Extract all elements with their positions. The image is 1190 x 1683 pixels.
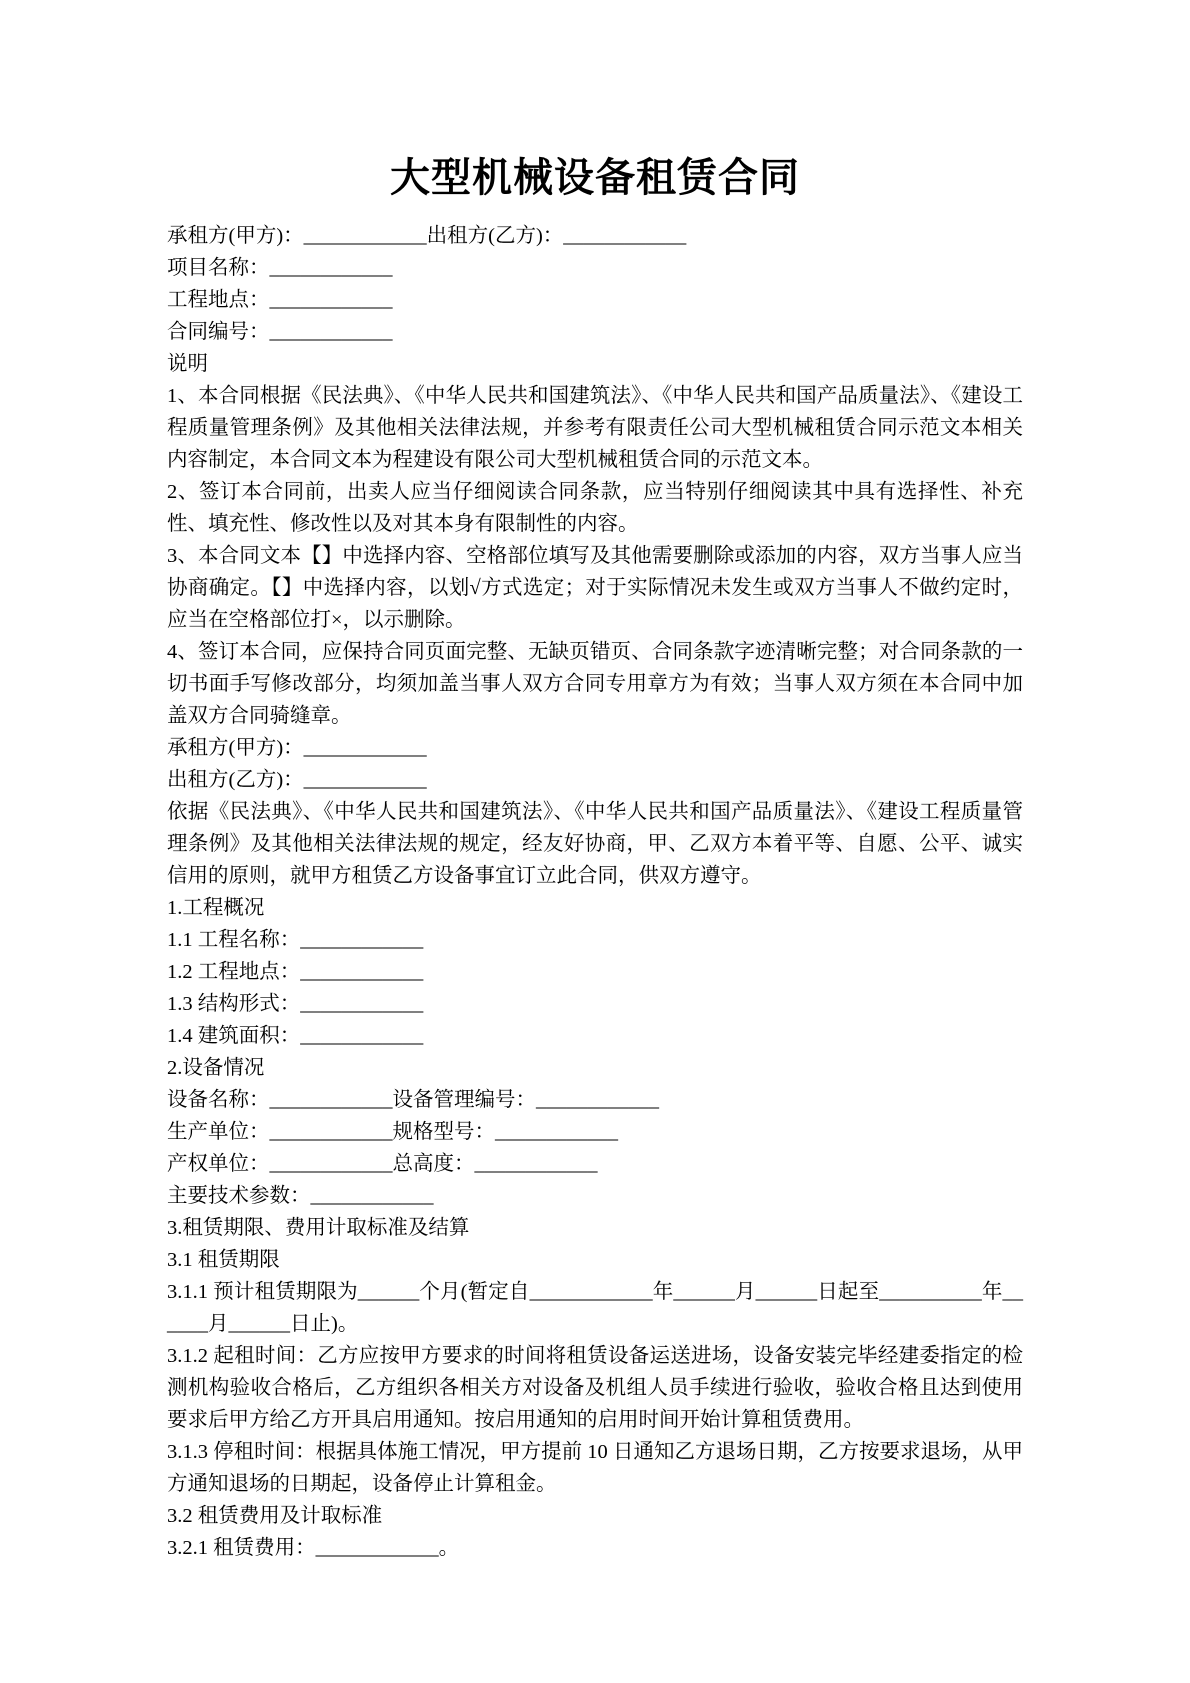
preamble-paragraph: 依据《民法典》、《中华人民共和国建筑法》、《中华人民共和国产品质量法》、《建设工程质量管理条例》及其他相关法律法规的规定，经友好协商，甲、乙双方本着平等、自愿、公平、诚实信用的原则，就甲方租赁乙方设备事宜订立此合同，供双方遵守。 [167, 801, 1023, 887]
parties-fill-line: 承租方(甲方)：____________出租方(乙方)：____________ [167, 225, 687, 247]
clause-3-1-1: 3.1.1 预计租赁期限为______个月(暂定自____________年______月______日起至__________年______月______日止)。 [167, 1281, 1023, 1335]
note-4: 4、签订本合同，应保持合同页面完整、无缺页错页、合同条款字迹清晰完整；对合同条款的一切书面手写修改部分，均须加盖当事人双方合同专用章方为有效；当事人双方须在本合同中加盖双方合同骑缝章。 [167, 641, 1023, 727]
clause-1-3: 1.3 结构形式：____________ [167, 993, 424, 1015]
section-2-heading: 2.设备情况 [167, 1057, 265, 1079]
notes-heading: 说明 [167, 353, 208, 375]
owner-fill-line: 产权单位：____________总高度：____________ [167, 1153, 598, 1175]
equipment-name-fill-line: 设备名称：____________设备管理编号：____________ [167, 1089, 659, 1111]
tech-params-fill-line: 主要技术参数：____________ [167, 1185, 434, 1207]
document-body [167, 220, 1023, 1564]
section-1-heading: 1.工程概况 [167, 897, 265, 919]
project-location-fill-line: 工程地点：____________ [167, 289, 393, 311]
manufacturer-fill-line: 生产单位：____________规格型号：____________ [167, 1121, 618, 1143]
lessor-fill-line: 出租方(乙方)：____________ [167, 769, 427, 791]
contract-number-fill-line: 合同编号：____________ [167, 321, 393, 343]
clause-1-1: 1.1 工程名称：____________ [167, 929, 424, 951]
lessee-fill-line: 承租方(甲方)：____________ [167, 737, 427, 759]
document-title: 大型机械设备租赁合同 [390, 156, 800, 200]
clause-1-4: 1.4 建筑面积：____________ [167, 1025, 424, 1047]
section-3-heading: 3.租赁期限、费用计取标准及结算 [167, 1217, 470, 1239]
project-name-fill-line: 项目名称：____________ [167, 257, 393, 279]
clause-3-2-heading: 3.2 租赁费用及计取标准 [167, 1505, 383, 1527]
clause-3-2-1: 3.2.1 租赁费用：____________。 [167, 1537, 460, 1559]
clause-3-1-3: 3.1.3 停租时间：根据具体施工情况，甲方提前 10 日通知乙方退场日期，乙方按要求退场，从甲方通知退场的日期起，设备停止计算租金。 [167, 1441, 1023, 1495]
clause-3-1-2: 3.1.2 起租时间：乙方应按甲方要求的时间将租赁设备运送进场，设备安装完毕经建委指定的检测机构验收合格后，乙方组织各相关方对设备及机组人员手续进行验收，验收合格且达到使用要求后甲方给乙方开具启用通知。按启用通知的启用时间开始计算租赁费用。 [167, 1345, 1023, 1431]
clause-1-2: 1.2 工程地点：____________ [167, 961, 424, 983]
note-3: 3、本合同文本【】中选择内容、空格部位填写及其他需要删除或添加的内容，双方当事人应当协商确定。【】中选择内容，以划√方式选定；对于实际情况未发生或双方当事人不做约定时，应当在空格部位打×，以示删除。 [167, 545, 1023, 631]
clause-3-1-heading: 3.1 租赁期限 [167, 1249, 280, 1271]
note-1: 1、本合同根据《民法典》、《中华人民共和国建筑法》、《中华人民共和国产品质量法》、《建设工程质量管理条例》及其他相关法律法规，并参考有限责任公司大型机械租赁合同示范文本相关内容制定，本合同文本为程建设有限公司大型机械租赁合同的示范文本。 [167, 385, 1023, 471]
note-2: 2、签订本合同前，出卖人应当仔细阅读合同条款，应当特别仔细阅读其中具有选择性、补充性、填充性、修改性以及对其本身有限制性的内容。 [167, 481, 1023, 535]
